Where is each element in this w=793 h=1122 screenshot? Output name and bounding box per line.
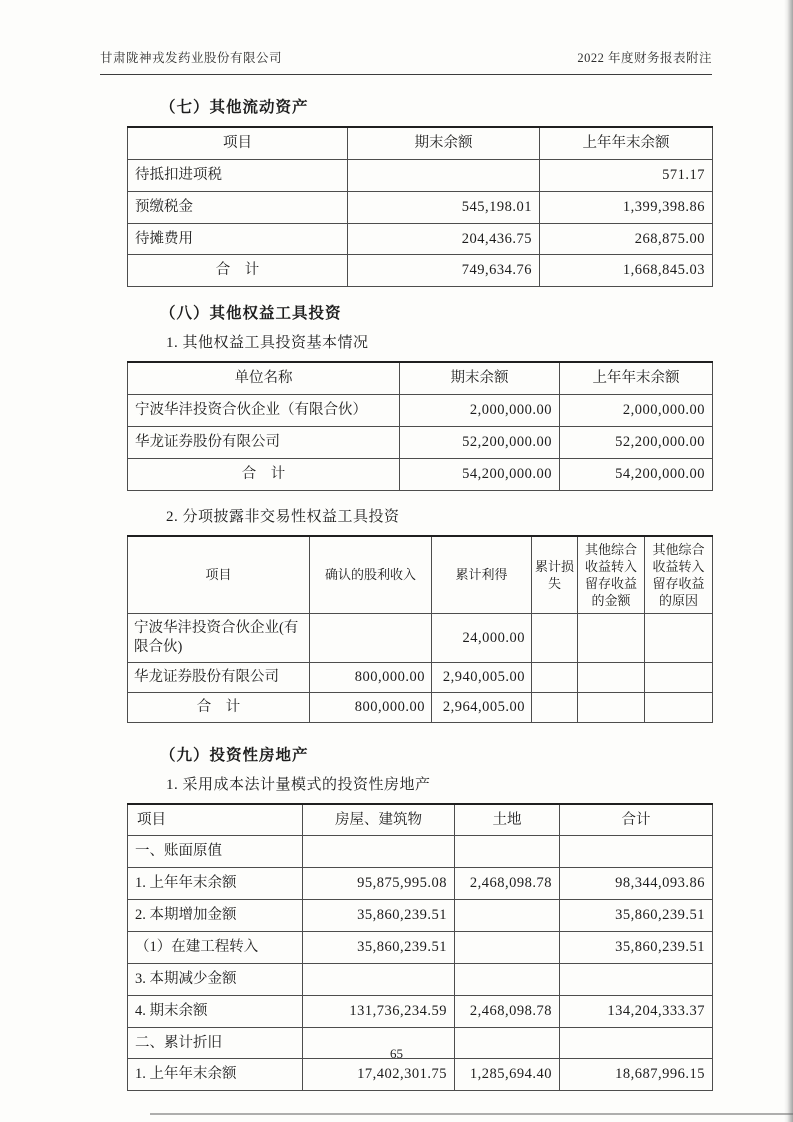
header-cell: 土地: [455, 804, 560, 836]
table-cell: 545,198.01: [348, 191, 540, 223]
table-cell: （1）在建工程转入: [128, 931, 303, 963]
header-cell: 累计利得: [432, 536, 532, 614]
table-cell: 18,687,996.15: [560, 1059, 713, 1091]
table-cell: [578, 614, 645, 663]
header-cell: 合计: [560, 804, 713, 836]
table-cell: 204,436.75: [348, 223, 540, 255]
header-cell: 房屋、建筑物: [303, 804, 455, 836]
table-row: [128, 159, 713, 191]
non-trading-equity-instrument-table: [127, 535, 713, 723]
table-cell: 1,399,398.86: [540, 191, 713, 223]
table-row: [128, 395, 713, 427]
table-header-row: [128, 127, 713, 159]
table-cell: 2,964,005.00: [432, 692, 532, 722]
table-row: [128, 931, 713, 963]
table-cell: 宁波华沣投资合伙企业（有限合伙）: [128, 395, 400, 427]
scan-artifact-bottom-edge: [150, 1113, 793, 1115]
table-cell: [532, 662, 578, 692]
table-cell: 2,000,000.00: [400, 395, 560, 427]
table-cell: [532, 692, 578, 722]
table-cell: [645, 614, 713, 663]
table-header-row: [128, 362, 713, 394]
header-cell: 项目: [128, 804, 303, 836]
table-cell: 2. 本期增加金额: [128, 900, 303, 932]
header-cell: 单位名称: [128, 362, 400, 394]
report-title: 2022 年度财务报表附注: [577, 51, 712, 65]
equity-instrument-investment-table: [127, 361, 713, 490]
table-cell: 华龙证券股份有限公司: [128, 662, 310, 692]
table-cell: 35,860,239.51: [560, 900, 713, 932]
header-cell: 确认的股利收入: [310, 536, 432, 614]
table-row: [128, 223, 713, 255]
table-cell: 52,200,000.00: [400, 426, 560, 458]
page-header: [100, 48, 712, 75]
table-row: [128, 614, 713, 663]
header-cell: 其他综合收益转入留存收益的金额: [578, 536, 645, 614]
table-cell: 2,000,000.00: [560, 395, 713, 427]
table-cell: [578, 692, 645, 722]
table-cell: [645, 692, 713, 722]
section-9-title: （九）投资性房地产: [160, 746, 309, 764]
scan-artifact-right-edge: [784, 0, 793, 1122]
table-cell: 4. 期末余额: [128, 995, 303, 1027]
table-cell: 749,634.76: [348, 255, 540, 287]
header-cell: 上年年末余额: [540, 127, 713, 159]
table-cell: 54,200,000.00: [560, 458, 713, 490]
table-cell: 1. 上年年末余额: [128, 868, 303, 900]
table-cell: 35,860,239.51: [560, 931, 713, 963]
table-header-row: [128, 804, 713, 836]
table-cell: 800,000.00: [310, 692, 432, 722]
table-cell: 宁波华沣投资合伙企业(有限合伙): [128, 614, 310, 663]
table-cell: 预缴税金: [128, 191, 348, 223]
table-cell: 800,000.00: [310, 662, 432, 692]
section-8-sub2-title: 2. 分项披露非交易性权益工具投资: [166, 508, 400, 525]
other-current-assets-table: [127, 126, 713, 287]
table-row: [128, 662, 713, 692]
table-cell: 95,875,995.08: [303, 868, 455, 900]
header-cell: 其他综合收益转入留存收益的原因: [645, 536, 713, 614]
table-row: [128, 963, 713, 995]
header-cell: 期末余额: [400, 362, 560, 394]
table-cell: 1,668,845.03: [540, 255, 713, 287]
company-name: 甘肃陇神戎发药业股份有限公司: [100, 51, 283, 65]
page-number: 65: [390, 1046, 403, 1061]
table-cell: [455, 836, 560, 868]
table-cell: 合 计: [128, 255, 348, 287]
table-cell: 131,736,234.59: [303, 995, 455, 1027]
table-cell: [560, 963, 713, 995]
table-cell: [455, 963, 560, 995]
table-total-row: [128, 458, 713, 490]
table-cell: 华龙证券股份有限公司: [128, 426, 400, 458]
table-cell: [645, 662, 713, 692]
table-cell: [303, 963, 455, 995]
table-row: [128, 426, 713, 458]
table-cell: [455, 931, 560, 963]
table-cell: [578, 662, 645, 692]
table-cell: 2,940,005.00: [432, 662, 532, 692]
header-cell: 项目: [128, 127, 348, 159]
section-9-sub1-title: 1. 采用成本法计量模式的投资性房地产: [166, 776, 431, 793]
table-cell: 98,344,093.86: [560, 868, 713, 900]
table-cell: 268,875.00: [540, 223, 713, 255]
table-row: [128, 191, 713, 223]
table-cell: 35,860,239.51: [303, 931, 455, 963]
table-cell: 571.17: [540, 159, 713, 191]
table-cell: 35,860,239.51: [303, 900, 455, 932]
table-row: [128, 836, 713, 868]
section-7-title: （七）其他流动资产: [160, 99, 309, 116]
table-cell: 24,000.00: [432, 614, 532, 663]
header-cell: 累计损失: [532, 536, 578, 614]
table-cell: 3. 本期减少金额: [128, 963, 303, 995]
table-cell: [532, 614, 578, 663]
table-row: [128, 900, 713, 932]
table-cell: 合 计: [128, 692, 310, 722]
header-cell: 项目: [128, 536, 310, 614]
table-cell: 52,200,000.00: [560, 426, 713, 458]
table-cell: 2,468,098.78: [455, 868, 560, 900]
table-row: [128, 995, 713, 1027]
table-row: [128, 868, 713, 900]
header-cell: 期末余额: [348, 127, 540, 159]
table-cell: 17,402,301.75: [303, 1059, 455, 1091]
table-cell: 待摊费用: [128, 223, 348, 255]
table-cell: 一、账面原值: [128, 836, 303, 868]
table-total-row: [128, 692, 713, 722]
header-cell: 上年年末余额: [560, 362, 713, 394]
table-cell: 待抵扣进项税: [128, 159, 348, 191]
table-row: [128, 1059, 713, 1091]
table-cell: [455, 900, 560, 932]
table-cell: 1,285,694.40: [455, 1059, 560, 1091]
table-cell: 134,204,333.37: [560, 995, 713, 1027]
table-cell: [310, 614, 432, 663]
table-cell: 54,200,000.00: [400, 458, 560, 490]
table-cell: [560, 836, 713, 868]
table-header-row: [128, 536, 713, 614]
table-cell: [303, 836, 455, 868]
table-cell: 二、累计折旧: [128, 1027, 303, 1059]
section-8-sub1-title: 1. 其他权益工具投资基本情况: [166, 335, 369, 352]
table-total-row: [128, 255, 713, 287]
table-cell: [348, 159, 540, 191]
table-cell: 1. 上年年末余额: [128, 1059, 303, 1091]
table-cell: 2,468,098.78: [455, 995, 560, 1027]
table-cell: 合 计: [128, 458, 400, 490]
section-8-title: （八）其他权益工具投资: [160, 305, 342, 323]
